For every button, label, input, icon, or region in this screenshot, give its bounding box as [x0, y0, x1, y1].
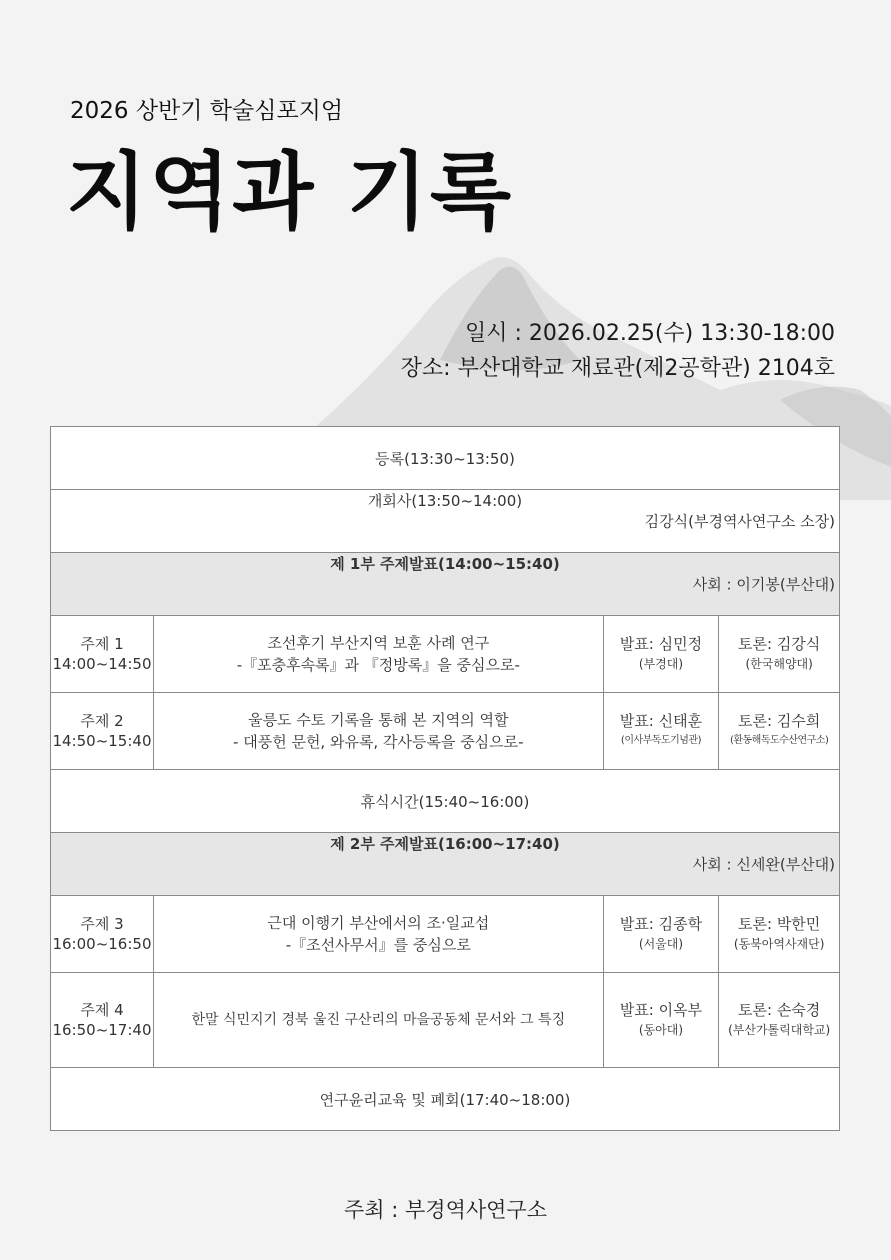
host-organization: 주최 : 부경역사연구소 — [344, 1198, 547, 1222]
opening-row — [51, 490, 840, 553]
event-date: 일시 : 2026.02.25(수) 13:30-18:00 — [464, 321, 835, 346]
topic-row — [51, 973, 840, 1068]
part1-chair: 사회 : 이기봉(부산대) — [692, 575, 835, 594]
discussant-affiliation: (동북아역사재단) — [733, 937, 825, 951]
topic-number: 주제 3 — [80, 915, 124, 933]
registration-row — [51, 427, 840, 490]
topic-number: 주제 1 — [80, 635, 124, 653]
part1-header-row — [51, 553, 840, 616]
part2-header-row — [51, 833, 840, 896]
topic-subtitle: -『포충후속록』과 『정방록』을 중심으로- — [236, 656, 520, 674]
topic-title: 조선후기 부산지역 보훈 사례 연구 — [267, 634, 490, 652]
topic-time: 14:50~15:40 — [52, 732, 152, 750]
topic-title: 근대 이행기 부산에서의 조·일교섭 — [267, 914, 490, 932]
presenter-name: 발표: 심민정 — [619, 635, 703, 653]
opening-speaker: 김강식(부경역사연구소 소장) — [644, 512, 835, 531]
presenter-affiliation: (부경대) — [638, 657, 684, 671]
discussant-affiliation: (한국해양대) — [745, 657, 813, 671]
presenter-name: 발표: 신태훈 — [619, 712, 703, 730]
event-info — [401, 316, 835, 386]
topic-row — [51, 693, 840, 770]
registration-cell: 등록(13:30~13:50) — [51, 427, 840, 490]
discussant-name: 토론: 박한민 — [738, 915, 821, 933]
topic-subtitle: -『조선사무서』를 중심으로 — [285, 936, 471, 954]
event-place: 장소: 부산대학교 재료관(제2공학관) 2104호 — [400, 356, 835, 381]
part2-chair: 사회 : 신세완(부산대) — [692, 855, 835, 874]
break-row — [51, 770, 840, 833]
topic-number: 주제 4 — [80, 1001, 124, 1019]
page-title: 지역과 기록 — [66, 143, 513, 241]
discussant-affiliation: (부산가톨릭대학교) — [728, 1023, 831, 1037]
topic-title: 울릉도 수토 기록을 통해 본 지역의 역할 — [248, 711, 509, 729]
discussant-name: 토론: 손숙경 — [738, 1001, 821, 1019]
program-schedule-table — [50, 426, 840, 1131]
part2-label: 제 2부 주제발표(16:00~17:40) — [330, 835, 560, 853]
topic-time: 16:50~17:40 — [52, 1021, 152, 1039]
presenter-affiliation: (서울대) — [638, 937, 684, 951]
topic-number: 주제 2 — [80, 712, 124, 730]
symposium-subtitle: 2026 상반기 학술심포지엄 — [70, 98, 344, 124]
presenter-affiliation: (이사부독도기념관) — [620, 735, 702, 746]
topic-row — [51, 896, 840, 973]
discussant-name: 토론: 김강식 — [738, 635, 821, 653]
topic-subtitle: - 대풍헌 문헌, 와유록, 각사등록을 중심으로- — [233, 733, 524, 751]
opening-label: 개회사(13:50~14:00) — [367, 492, 523, 510]
presenter-affiliation: (동아대) — [638, 1023, 684, 1037]
presenter-name: 발표: 이옥부 — [619, 1001, 703, 1019]
discussant-name: 토론: 김수희 — [738, 712, 821, 730]
part1-label: 제 1부 주제발표(14:00~15:40) — [330, 555, 560, 573]
break-cell: 휴식시간(15:40~16:00) — [51, 770, 840, 833]
presenter-name: 발표: 김종학 — [619, 915, 703, 933]
closing-cell: 연구윤리교육 및 폐회(17:40~18:00) — [51, 1068, 840, 1131]
topic-time: 14:00~14:50 — [52, 655, 152, 673]
discussant-affiliation: (환동해독도수산연구소) — [729, 735, 829, 746]
closing-row — [51, 1068, 840, 1131]
topic-title: 한말 식민지기 경북 울진 구산리의 마을공동체 문서와 그 특징 — [191, 1012, 566, 1028]
topic-time: 16:00~16:50 — [52, 935, 152, 953]
topic-row — [51, 616, 840, 693]
